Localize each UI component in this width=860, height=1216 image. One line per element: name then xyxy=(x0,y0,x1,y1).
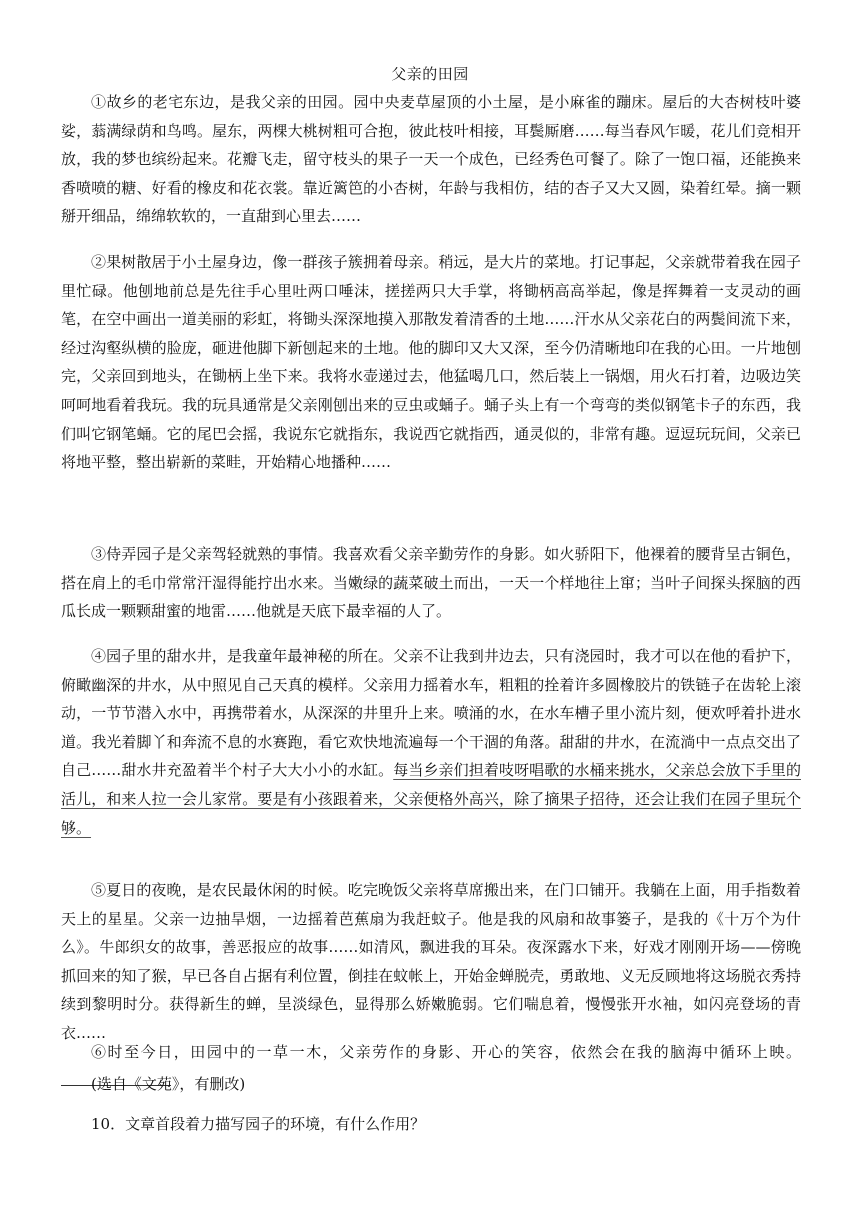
paragraph-3: ③侍弄园子是父亲驾轻就熟的事情。我喜欢看父亲辛勤劳作的身影。如火骄阳下，他裸着的腰背呈古铜色，搭在肩上的毛巾常常汗湿得能拧出水来。当嫩绿的蔬菜破土而出，一天一个样地往上窜；当叶子间探头探脑的西瓜长成一颗颗甜蜜的地雷……他就是天底下最幸福的人了。 xyxy=(61,545,801,621)
question-10: 10．文章首段着力描写园子的环境，有什么作用？ xyxy=(91,1115,426,1133)
paragraph-5: ⑤夏日的夜晚，是农民最休闲的时候。吃完晚饭父亲将草席搬出来，在门口铺开。我躺在上面，用手指数着天上的星星。父亲一边抽旱烟，一边摇着芭蕉扇为我赶蚊子。他是我的风扇和故事篓子，是我的《十万个为什么》。牛郎织女的故事，善恶报应的故事……如清风，飘进我的耳朵。夜深露水下来，好戏才刚刚开场——傍晚抓回来的知了猴，早已各自占据有利位置，倒挂在蚊帐上，开始金蝉脱壳，勇敢地、义无反顾地将这场脱衣秀持续到黎明时分。获得新生的蝉，呈淡绿色，显得那么娇嫩脆弱。它们喘息着，慢慢张开水袖，如闪亮登场的青衣…… xyxy=(61,881,801,1042)
paragraph-6-text: ⑥时至今日，田园中的一草一木，父亲劳作的身影、开心的笑容，依然会在我的脑海中循环上映。 xyxy=(91,1043,801,1061)
paragraph-4 xyxy=(61,642,801,842)
paragraph-1: ①故乡的老宅东边，是我父亲的田园。园中央麦草屋顶的小土屋，是小麻雀的蹦床。屋后的大杏树枝叶婆娑，蓊满绿荫和鸟鸣。屋东，两棵大桃树粗可合抱，彼此枝叶相接，耳鬓厮磨……每当春风乍暖，花儿们竞相开放，我的梦也缤纷起来。花瓣飞走，留守枝头的果子一天一个成色，已经秀色可餐了。除了一饱口福，还能换来香喷喷的糖、好看的橡皮和花衣裳。靠近篱笆的小杏树，年龄与我相仿，结的杏子又大又圆，染着红晕。摘一颗掰开细品，绵绵软软的，一直甜到心里去…… xyxy=(61,93,801,226)
paragraph-4-text: ④园子里的甜水井，是我童年最神秘的所在。父亲不让我到井边去，只有浇园时，我才可以在他的看护下，俯瞰幽深的井水，从中照见自己天真的模样。父亲用力摇着水车，粗粗的拴着许多圆橡胶片的铁链子在齿轮上滚动，一节节潜入水中，再携带着水，从深深的井里升上来。喷涌的水，在水车槽子里小流片刻，便欢呼着扑进水道。我光着脚丫和奔流不息的水赛跑，看它欢快地流遍每一个干涸的角落。甜甜的井水，在流淌中一点点交出了自己……甜水井充盈着半个村子大大小小的水缸。 xyxy=(61,647,801,780)
article-title: 父亲的田园 xyxy=(391,65,469,83)
source-note: (选自《文苑》，有删改) xyxy=(91,1075,246,1093)
paragraph-4-underlined-text: 每当乡亲们担着吱呀唱歌的水桶来挑水，父亲总会放下手里的活儿，和来人拉一会儿家常。要是有小孩跟着来，父亲便格外高兴，除了摘果子招待，还会让我们在园子里玩个够。 xyxy=(61,761,801,837)
paragraph-2: ②果树散居于小土屋身边，像一群孩子簇拥着母亲。稍远，是大片的菜地。打记事起，父亲就带着我在园子里忙碌。他刨地前总是先往手心里吐两口唾沫，搓搓两只大手掌，将锄柄高高举起，像是挥舞着一支灵动的画笔，在空中画出一道美丽的彩虹，将锄头深深地摸入那散发着清香的土地……汗水从父亲花白的两鬓间流下来，经过沟壑纵横的脸庞，砸进他脚下新刨起来的土地。他的脚印又大又深，至今仍清晰地印在我的心田。一片地刨完，父亲回到地头，在锄柄上坐下来。我将水壶递过去，他猛喝几口，然后装上一锅烟，用火石打着，边吸边笑呵呵地看着我玩。我的玩具通常是父亲刚刨出来的豆虫或蛹子。蛹子头上有一个弯弯的类似钢笔卡子的东西，我们叫它钢笔蛹。它的尾巴会摇，我说东它就指东，我说西它就指西，通灵似的，非常有趣。逗逗玩玩间，父亲已将地平整，整出崭新的菜畦，开始精心地播种…… xyxy=(61,253,801,472)
